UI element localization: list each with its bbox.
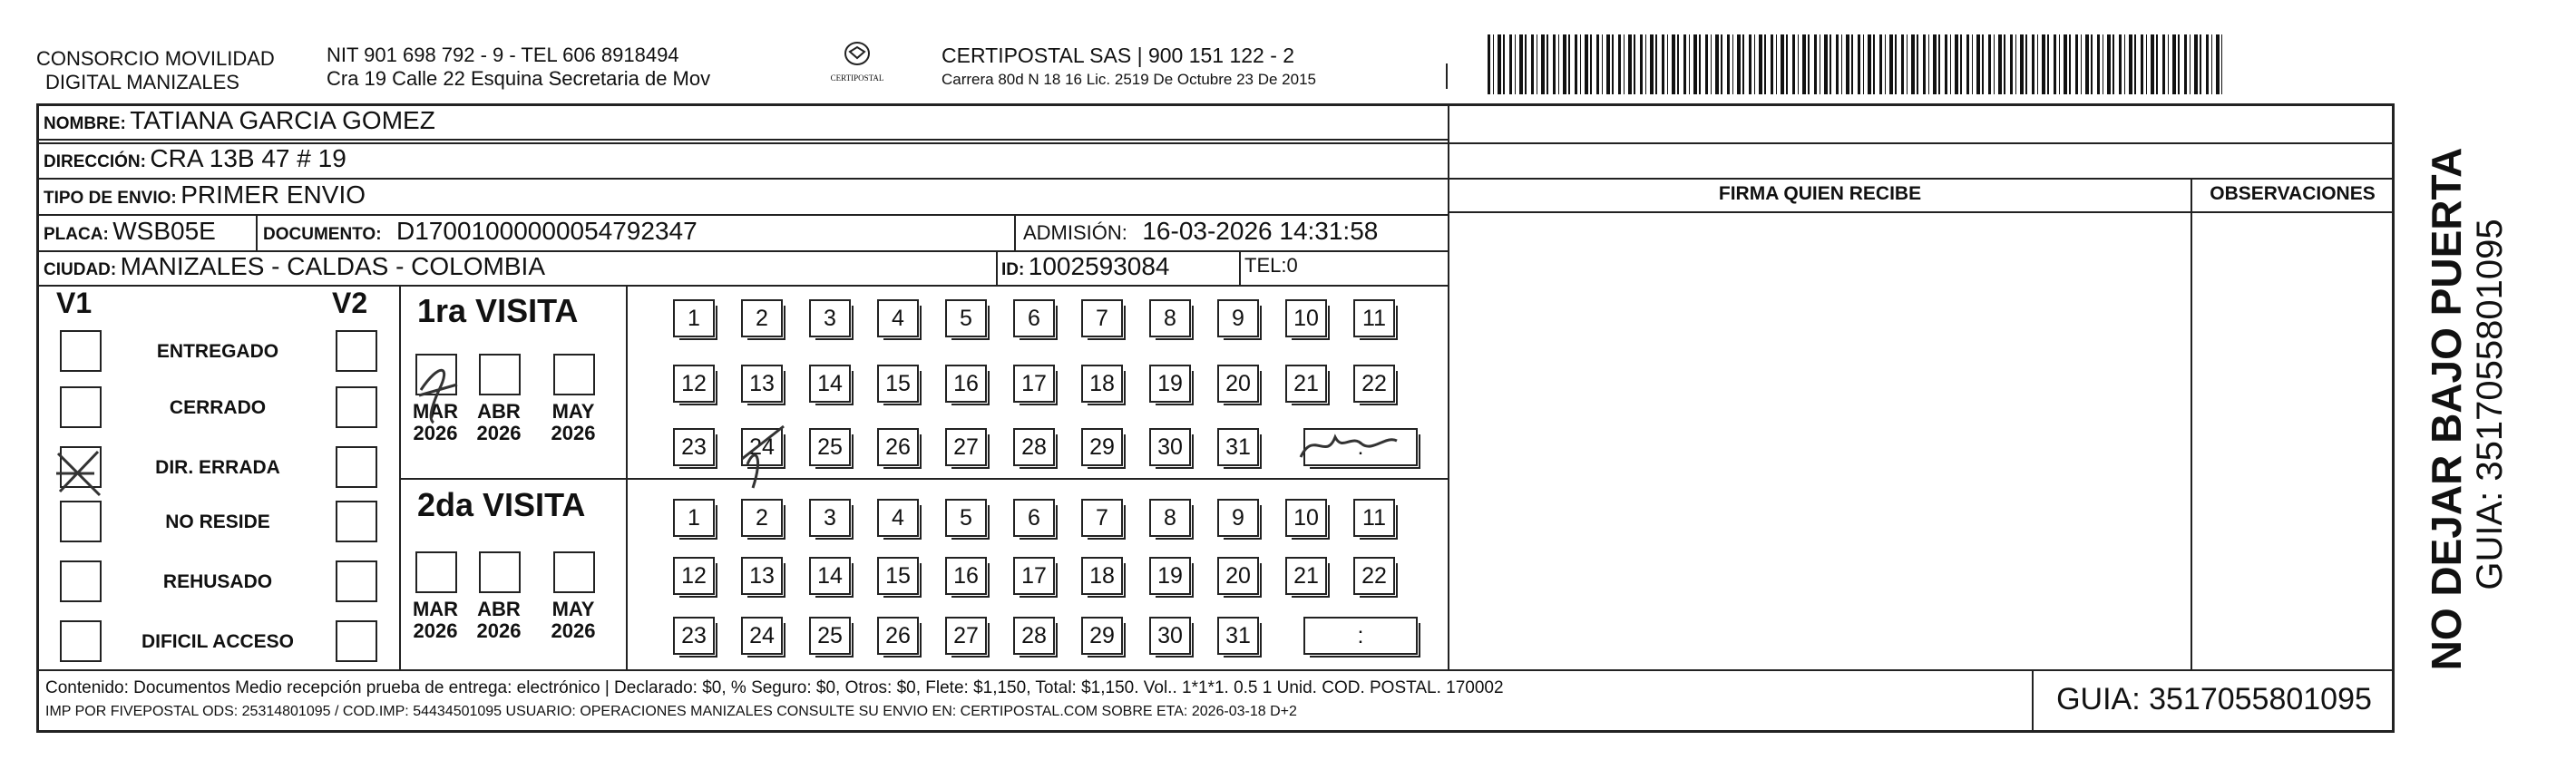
v1-checkbox[interactable] bbox=[60, 501, 102, 542]
v2-checkbox[interactable] bbox=[336, 446, 377, 488]
day-box[interactable]: 15 bbox=[877, 365, 919, 403]
day-box[interactable]: 12 bbox=[673, 365, 715, 403]
certipostal-logo bbox=[825, 40, 889, 83]
row-nombre bbox=[44, 106, 435, 135]
v1-checkbox[interactable] bbox=[60, 560, 102, 602]
day-box[interactable]: 28 bbox=[1013, 428, 1055, 466]
second-visit-title: 2da VISITA bbox=[417, 486, 586, 523]
row-tel bbox=[1244, 254, 1298, 278]
mark-time-1 bbox=[1295, 424, 1404, 470]
vrule-footer-guia bbox=[2032, 669, 2034, 731]
status-option-label: CERRADO bbox=[169, 397, 267, 418]
nit-line2: Cra 19 Calle 22 Esquina Secretaria de Mov bbox=[327, 67, 711, 90]
rule-ciudad bbox=[38, 285, 1449, 287]
row-admision bbox=[1023, 217, 1378, 246]
month-year: 2026 bbox=[413, 422, 458, 444]
documento-value: D17001000000054792347 bbox=[396, 217, 698, 245]
day-box[interactable]: 9 bbox=[1217, 499, 1259, 537]
direccion-value: CRA 13B 47 # 19 bbox=[150, 144, 346, 172]
day-box[interactable]: 7 bbox=[1081, 299, 1123, 337]
month-checkbox[interactable] bbox=[553, 354, 595, 395]
day-box[interactable]: 2 bbox=[741, 299, 783, 337]
day-box[interactable]: 8 bbox=[1149, 299, 1191, 337]
nit-line1: NIT 901 698 792 - 9 - TEL 606 8918494 bbox=[327, 44, 679, 66]
id-label: ID: bbox=[1001, 260, 1025, 279]
month-name: MAY bbox=[551, 400, 595, 423]
day-box[interactable]: 31 bbox=[1217, 617, 1259, 655]
month-name: MAY bbox=[551, 598, 595, 620]
month-year: 2026 bbox=[551, 422, 596, 444]
day-box[interactable]: 9 bbox=[1217, 299, 1259, 337]
day-box[interactable]: 24 bbox=[741, 428, 783, 466]
row-ciudad bbox=[44, 252, 545, 281]
vrule-placa bbox=[256, 214, 258, 250]
vrule-visits bbox=[399, 285, 401, 669]
time-box[interactable]: : bbox=[1303, 617, 1418, 655]
day-box[interactable]: 21 bbox=[1285, 557, 1327, 595]
first-visit-title: 1ra VISITA bbox=[417, 292, 579, 329]
rule-sig-top bbox=[1448, 178, 2393, 180]
side-guia: GUIA: 3517055801095 bbox=[2470, 219, 2510, 590]
day-box[interactable]: 10 bbox=[1285, 499, 1327, 537]
row-id bbox=[1001, 252, 1170, 281]
day-box[interactable]: 5 bbox=[945, 299, 987, 337]
day-box[interactable]: 16 bbox=[945, 557, 987, 595]
day-box[interactable]: 3 bbox=[809, 499, 851, 537]
day-box[interactable]: 1 bbox=[673, 299, 715, 337]
tel-value: 0 bbox=[1286, 254, 1298, 277]
v1-label: V1 bbox=[56, 287, 93, 319]
month-name: MAR bbox=[412, 598, 459, 620]
id-value: 1002593084 bbox=[1028, 252, 1170, 280]
ciudad-label: CIUDAD: bbox=[44, 260, 117, 279]
row-placa bbox=[44, 217, 216, 246]
day-box[interactable]: 19 bbox=[1149, 557, 1191, 595]
observaciones-field[interactable] bbox=[2194, 215, 2391, 667]
month-name: MAR bbox=[412, 400, 459, 423]
tipo-label: TIPO DE ENVIO: bbox=[44, 189, 177, 208]
side-warning: NO DEJAR BAJO PUERTA bbox=[2423, 147, 2470, 671]
header-divider bbox=[1446, 63, 1448, 89]
observaciones-label: OBSERVACIONES bbox=[2210, 183, 2376, 204]
day-box[interactable]: 20 bbox=[1217, 365, 1259, 403]
day-box[interactable]: 27 bbox=[945, 617, 987, 655]
mark-mar-visit bbox=[412, 354, 466, 426]
vrule-observaciones bbox=[2191, 178, 2192, 669]
logo-text: CERTIPOSTAL bbox=[830, 73, 884, 83]
footer-guia: GUIA: 3517055801095 bbox=[2056, 682, 2372, 716]
time-box[interactable]: : bbox=[1303, 428, 1418, 466]
status-option-label: DIR. ERRADA bbox=[155, 457, 280, 478]
v1-checkbox[interactable] bbox=[60, 386, 102, 428]
firma-label: FIRMA QUIEN RECIBE bbox=[1718, 183, 1922, 204]
day-box[interactable]: 31 bbox=[1217, 428, 1259, 466]
rule-sig-header bbox=[1448, 211, 2393, 213]
tipo-value: PRIMER ENVIO bbox=[181, 180, 366, 209]
rule-direccion bbox=[38, 178, 1449, 180]
vrule-tel bbox=[1239, 250, 1241, 285]
day-box[interactable]: 18 bbox=[1081, 557, 1123, 595]
day-box[interactable]: 11 bbox=[1353, 299, 1395, 337]
certipostal-line2: Carrera 80d N 18 16 Lic. 2519 De Octubre 23 De 2015 bbox=[942, 71, 1316, 88]
barcode bbox=[1488, 34, 2222, 94]
placa-label: PLACA: bbox=[44, 225, 109, 244]
day-box[interactable]: 1 bbox=[673, 499, 715, 537]
v2-label: V2 bbox=[332, 287, 368, 319]
day-box[interactable]: 30 bbox=[1149, 428, 1191, 466]
company-nit bbox=[327, 44, 710, 91]
month-name: ABR bbox=[477, 400, 521, 423]
day-box[interactable]: 2 bbox=[741, 499, 783, 537]
day-box[interactable]: 17 bbox=[1013, 557, 1055, 595]
day-box[interactable]: 20 bbox=[1217, 557, 1259, 595]
tel-label: TEL: bbox=[1244, 254, 1287, 277]
row-direccion bbox=[44, 144, 346, 173]
month-year: 2026 bbox=[551, 619, 596, 642]
day-box[interactable]: 27 bbox=[945, 428, 987, 466]
footer-info bbox=[45, 677, 2023, 724]
month-year: 2026 bbox=[476, 619, 522, 642]
day-box[interactable]: 3 bbox=[809, 299, 851, 337]
day-box[interactable]: 29 bbox=[1081, 617, 1123, 655]
day-box[interactable]: 13 bbox=[741, 557, 783, 595]
day-box[interactable]: 17 bbox=[1013, 365, 1055, 403]
day-box[interactable]: 25 bbox=[809, 428, 851, 466]
day-box[interactable]: 4 bbox=[877, 499, 919, 537]
month-label bbox=[408, 599, 463, 642]
day-box[interactable]: 26 bbox=[877, 617, 919, 655]
company-line1: CONSORCIO MOVILIDAD bbox=[36, 47, 275, 70]
rule-visit-divider bbox=[399, 478, 1449, 480]
day-box[interactable]: 7 bbox=[1081, 499, 1123, 537]
day-box[interactable]: 23 bbox=[673, 617, 715, 655]
day-box[interactable]: 6 bbox=[1013, 499, 1055, 537]
day-box[interactable]: 26 bbox=[877, 428, 919, 466]
status-option-label: REHUSADO bbox=[162, 571, 273, 592]
month-label bbox=[472, 401, 526, 444]
day-box[interactable]: 22 bbox=[1353, 557, 1395, 595]
vrule-months bbox=[626, 285, 628, 669]
day-box[interactable]: 13 bbox=[741, 365, 783, 403]
rule-tipo bbox=[38, 214, 1449, 216]
month-year: 2026 bbox=[413, 619, 458, 642]
documento-label: DOCUMENTO: bbox=[263, 225, 382, 244]
day-box[interactable]: 11 bbox=[1353, 499, 1395, 537]
status-option-label: NO RESIDE bbox=[165, 512, 270, 532]
day-box[interactable]: 15 bbox=[877, 557, 919, 595]
company-line2: DIGITAL MANIZALES bbox=[45, 71, 239, 93]
rule-nombre bbox=[38, 139, 1449, 141]
signature-field[interactable] bbox=[1453, 215, 2189, 667]
v2-checkbox[interactable] bbox=[336, 620, 377, 662]
status-option-label: DIFICIL ACCESO bbox=[141, 631, 294, 652]
month-year: 2026 bbox=[476, 422, 522, 444]
day-box[interactable]: 10 bbox=[1285, 299, 1327, 337]
footer-line1: Contenido: Documentos Medio recepción prueba de entrega: electrónico | Declarado: $0, % Seguro: $0, Otros: $0, Flete: $1,150, Total: $1,150. Vol.. 1*1*1. 0.5 1 Unid. COD. POSTAL. 170002 bbox=[45, 678, 1504, 697]
day-box[interactable]: 30 bbox=[1149, 617, 1191, 655]
v2-checkbox[interactable] bbox=[336, 330, 377, 372]
v2-checkbox[interactable] bbox=[336, 501, 377, 542]
side-panel bbox=[2395, 103, 2510, 733]
v1-checkbox[interactable] bbox=[60, 620, 102, 662]
month-name: ABR bbox=[477, 598, 521, 620]
month-label bbox=[546, 599, 600, 642]
direccion-label: DIRECCIÓN: bbox=[44, 152, 146, 171]
day-box[interactable]: 14 bbox=[809, 365, 851, 403]
day-box[interactable]: 29 bbox=[1081, 428, 1123, 466]
vrule-id bbox=[996, 250, 998, 285]
day-box[interactable]: 12 bbox=[673, 557, 715, 595]
nombre-label: NOMBRE: bbox=[44, 114, 126, 133]
month-checkbox[interactable] bbox=[553, 551, 595, 593]
company-name bbox=[36, 47, 275, 94]
admision-value: 16-03-2026 14:31:58 bbox=[1142, 217, 1379, 245]
status-option-label: ENTREGADO bbox=[156, 341, 279, 362]
footer-line2: IMP POR FIVEPOSTAL ODS: 25314801095 / COD.IMP: 54434501095 USUARIO: OPERACIONES MANIZALES CONSULTE SU ENVIO EN: CERTIPOSTAL.COM SOBRE ETA: 2026-03-18 D+2 bbox=[45, 704, 1297, 719]
month-checkbox[interactable] bbox=[479, 354, 521, 395]
day-box[interactable]: 16 bbox=[945, 365, 987, 403]
v1-checkbox[interactable] bbox=[60, 330, 102, 372]
placa-value: WSB05E bbox=[112, 217, 216, 245]
ciudad-value: MANIZALES - CALDAS - COLOMBIA bbox=[120, 252, 545, 280]
admision-label: ADMISIÓN: bbox=[1023, 221, 1127, 244]
v2-checkbox[interactable] bbox=[336, 560, 377, 602]
certipostal-info bbox=[942, 44, 1316, 89]
day-box[interactable]: 4 bbox=[877, 299, 919, 337]
day-box[interactable]: 28 bbox=[1013, 617, 1055, 655]
day-box[interactable]: 18 bbox=[1081, 365, 1123, 403]
day-box[interactable]: 14 bbox=[809, 557, 851, 595]
month-checkbox[interactable] bbox=[415, 551, 457, 593]
rule-top-full bbox=[38, 142, 2393, 144]
mark-day-24 bbox=[737, 419, 791, 492]
day-box[interactable]: 23 bbox=[673, 428, 715, 466]
month-label bbox=[546, 401, 600, 444]
month-checkbox[interactable] bbox=[479, 551, 521, 593]
logo-icon bbox=[839, 40, 875, 69]
v2-checkbox[interactable] bbox=[336, 386, 377, 428]
day-box[interactable]: 6 bbox=[1013, 299, 1055, 337]
day-box[interactable]: 8 bbox=[1149, 499, 1191, 537]
month-label bbox=[472, 599, 526, 642]
certipostal-line1: CERTIPOSTAL SAS | 900 151 122 - 2 bbox=[942, 44, 1295, 67]
day-box[interactable]: 25 bbox=[809, 617, 851, 655]
rule-footer bbox=[38, 669, 2393, 671]
day-box[interactable]: 5 bbox=[945, 499, 987, 537]
row-tipo bbox=[44, 180, 366, 209]
vrule-admision bbox=[1014, 214, 1016, 250]
day-box[interactable]: 22 bbox=[1353, 365, 1395, 403]
row-documento bbox=[263, 217, 698, 246]
day-box[interactable]: 21 bbox=[1285, 365, 1327, 403]
nombre-value: TATIANA GARCIA GOMEZ bbox=[130, 106, 435, 134]
day-box[interactable]: 24 bbox=[741, 617, 783, 655]
day-box[interactable]: 19 bbox=[1149, 365, 1191, 403]
mark-dir-errada bbox=[53, 446, 107, 501]
